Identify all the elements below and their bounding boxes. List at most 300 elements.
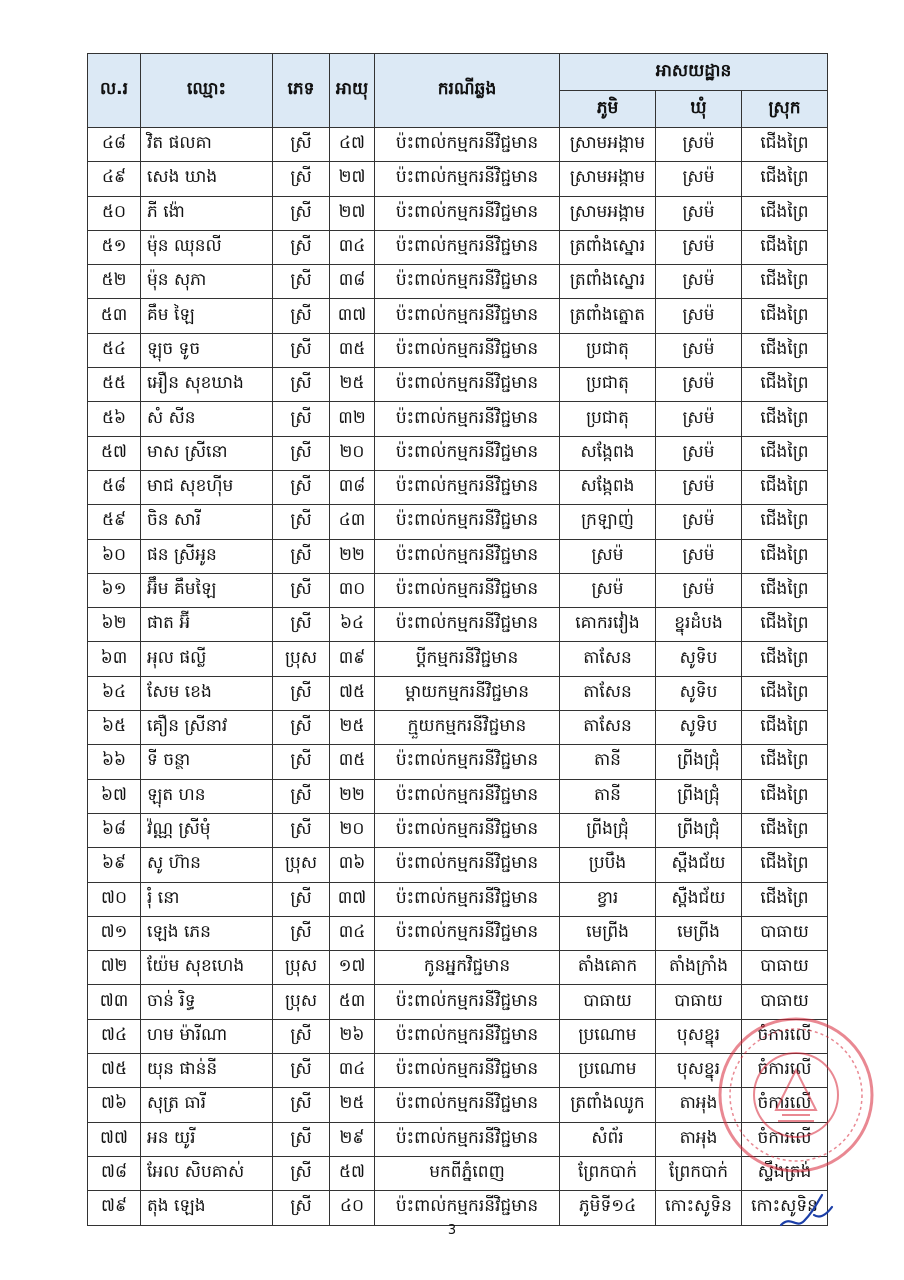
cell-age: ៧៥ [330, 676, 375, 710]
cell-name: តុង ឡេង [141, 1191, 273, 1225]
cell-age: ២៥ [330, 368, 375, 402]
table-row [88, 813, 828, 847]
cell-commune: ស្រម៉ [656, 573, 742, 607]
cell-case: ប៉ះពាល់កម្មករនីវិជ្ជមាន [375, 162, 560, 196]
table-row [88, 436, 828, 470]
cell-case: ប៉ះពាល់កម្មករនីវិជ្ជមាន [375, 265, 560, 299]
cell-no: ៥២ [88, 265, 141, 299]
cell-case: ប៉ះពាល់កម្មករនីវិជ្ជមាន [375, 470, 560, 504]
cell-no: ៧៤ [88, 1019, 141, 1053]
cell-village: ត្រពាំងស្នោរ [560, 265, 656, 299]
cell-commune: ស្ពឺងជ័យ [656, 882, 742, 916]
header-name: ឈ្មោះ [141, 54, 273, 128]
cell-sex: ស្រី [273, 573, 330, 607]
cell-no: ៤៩ [88, 162, 141, 196]
cell-no: ៥៦ [88, 402, 141, 436]
cell-age: ៣៧ [330, 882, 375, 916]
cell-case: ប៉ះពាល់កម្មករនីវិជ្ជមាន [375, 573, 560, 607]
cell-sex: ប្រុស [273, 951, 330, 985]
cell-name: យុន ផាន់នី [141, 1054, 273, 1088]
cell-case: ប៉ះពាល់កម្មករនីវិជ្ជមាន [375, 368, 560, 402]
cell-commune: បុសខ្នុរ [656, 1019, 742, 1053]
cell-village: មេព្រីង [560, 916, 656, 950]
cell-district: ជើងព្រៃ [742, 813, 828, 847]
table-row [88, 882, 828, 916]
cell-district: ចំការលើ [742, 1054, 828, 1088]
cell-name: ផន ស្រីអូន [141, 539, 273, 573]
header-sex: ភេទ [273, 54, 330, 128]
cell-village: ប្រជាតុ [560, 402, 656, 436]
cell-sex: ស្រី [273, 916, 330, 950]
cell-no: ៦០ [88, 539, 141, 573]
cell-name: អែល សិបគាស់ [141, 1156, 273, 1190]
cell-name: សេង ឃាង [141, 162, 273, 196]
cell-age: ២២ [330, 539, 375, 573]
cell-district: ជើងព្រៃ [742, 128, 828, 162]
cell-name: មាជ សុខហ៊ីម [141, 470, 273, 504]
cell-name: ឡុត ហន [141, 779, 273, 813]
cell-district: ជើងព្រៃ [742, 505, 828, 539]
cell-district: ជើងព្រៃ [742, 265, 828, 299]
cell-no: ៦៥ [88, 711, 141, 745]
cell-case: ម្ដាយកម្មករនីវិជ្ជមាន [375, 676, 560, 710]
cell-village: ស្រាមអង្កាម [560, 196, 656, 230]
cell-commune: ព្រែកបាក់ [656, 1156, 742, 1190]
cell-sex: ស្រី [273, 882, 330, 916]
cell-name: ម៉ុន សុភា [141, 265, 273, 299]
cell-commune: ព្រីងជ្រុំ [656, 813, 742, 847]
cell-age: ៥៧ [330, 1156, 375, 1190]
cell-name: សំ សីន [141, 402, 273, 436]
cell-commune: ស្រម៉ [656, 470, 742, 504]
table-row [88, 1191, 828, 1225]
cell-case: ក្មួយកម្មករនីវិជ្ជមាន [375, 711, 560, 745]
cell-no: ៥១ [88, 230, 141, 264]
cell-village: ត្រពាំងស្នោរ [560, 230, 656, 264]
cell-village: ប្រណោម [560, 1054, 656, 1088]
cell-age: ២០ [330, 436, 375, 470]
cell-age: ៣៤ [330, 916, 375, 950]
cell-no: ៧០ [88, 882, 141, 916]
cell-age: ២៥ [330, 1088, 375, 1122]
cell-case: ប៉ះពាល់កម្មករនីវិជ្ជមាន [375, 779, 560, 813]
cell-village: គោករវៀង [560, 608, 656, 642]
table-row [88, 505, 828, 539]
page-number: 3 [447, 1223, 457, 1238]
data-table [87, 53, 828, 1226]
cell-age: ៣៥ [330, 745, 375, 779]
header-district: ស្រុក [742, 91, 828, 128]
header-case: ករណីឆ្លង [375, 54, 560, 128]
cell-commune: តាអុង [656, 1088, 742, 1122]
cell-village: ត្រពាំងត្នោត [560, 299, 656, 333]
table-row [88, 402, 828, 436]
cell-village: តាសែន [560, 642, 656, 676]
table-row [88, 539, 828, 573]
cell-sex: ប្រុស [273, 642, 330, 676]
cell-no: ៤៨ [88, 128, 141, 162]
cell-district: ជើងព្រៃ [742, 779, 828, 813]
cell-district: ជើងព្រៃ [742, 676, 828, 710]
cell-village: ភូមិទី១៤ [560, 1191, 656, 1225]
cell-no: ៧៧ [88, 1122, 141, 1156]
cell-district: ជើងព្រៃ [742, 848, 828, 882]
table-row [88, 951, 828, 985]
cell-district: ជើងព្រៃ [742, 882, 828, 916]
cell-village: ប្រណោម [560, 1019, 656, 1053]
cell-commune: ស្រម៉ [656, 265, 742, 299]
table-row [88, 676, 828, 710]
table-row [88, 196, 828, 230]
table-row [88, 162, 828, 196]
cell-no: ៦៦ [88, 745, 141, 779]
cell-district: ចំការលើ [742, 1122, 828, 1156]
table-row [88, 265, 828, 299]
cell-case: ប៉ះពាល់កម្មករនីវិជ្ជមាន [375, 745, 560, 779]
cell-sex: ស្រី [273, 608, 330, 642]
header-age: អាយុ [330, 54, 375, 128]
cell-commune: មេព្រីង [656, 916, 742, 950]
table-row [88, 1054, 828, 1088]
cell-district: ជើងព្រៃ [742, 196, 828, 230]
cell-no: ៥៣ [88, 299, 141, 333]
cell-age: ៣៦ [330, 848, 375, 882]
cell-commune: ស្រម៉ [656, 162, 742, 196]
cell-village: ក្រឡាញ់ [560, 505, 656, 539]
cell-commune: សូទិប [656, 711, 742, 745]
cell-no: ៧៨ [88, 1156, 141, 1190]
cell-no: ៦៤ [88, 676, 141, 710]
cell-no: ៥០ [88, 196, 141, 230]
cell-age: ១៧ [330, 951, 375, 985]
cell-sex: ស្រី [273, 1088, 330, 1122]
cell-commune: តាអុង [656, 1122, 742, 1156]
cell-age: ៣៤ [330, 1054, 375, 1088]
cell-name: មាស ស្រីនោ [141, 436, 273, 470]
cell-commune: ស្រម៉ [656, 128, 742, 162]
cell-sex: ស្រី [273, 368, 330, 402]
cell-age: ៤៧ [330, 128, 375, 162]
cell-no: ៥៥ [88, 368, 141, 402]
cell-village: សង្កែពង [560, 436, 656, 470]
cell-commune: ស្រម៉ [656, 299, 742, 333]
cell-name: វ៉ណ្ណ ស្រីមុំ [141, 813, 273, 847]
table-row [88, 608, 828, 642]
cell-case: កូនអ្នកវិជ្ជមាន [375, 951, 560, 985]
cell-case: ប៉ះពាល់កម្មករនីវិជ្ជមាន [375, 848, 560, 882]
cell-age: ២៩ [330, 1122, 375, 1156]
cell-name: គឿន ស្រីនាវ [141, 711, 273, 745]
cell-district: ជើងព្រៃ [742, 436, 828, 470]
cell-commune: ស្រម៉ [656, 402, 742, 436]
cell-name: រុំ នោ [141, 882, 273, 916]
cell-sex: ស្រី [273, 265, 330, 299]
cell-case: ប៉ះពាល់កម្មករនីវិជ្ជមាន [375, 128, 560, 162]
header-commune: ឃុំ [656, 91, 742, 128]
cell-sex: ស្រី [273, 745, 330, 779]
cell-name: អឿន សុខឃាង [141, 368, 273, 402]
cell-name: ចិន សារី [141, 505, 273, 539]
cell-village: ស្រម៉ [560, 539, 656, 573]
table-row [88, 711, 828, 745]
cell-village: សង្កែពង [560, 470, 656, 504]
cell-no: ៧៣ [88, 985, 141, 1019]
cell-commune: ខ្នុរដំបង [656, 608, 742, 642]
cell-age: ៣៨ [330, 470, 375, 504]
cell-age: ៣២ [330, 402, 375, 436]
cell-case: ប៉ះពាល់កម្មករនីវិជ្ជមាន [375, 882, 560, 916]
cell-name: វិត ផលគា [141, 128, 273, 162]
cell-sex: ស្រី [273, 402, 330, 436]
cell-no: ៧២ [88, 951, 141, 985]
cell-sex: ស្រី [273, 436, 330, 470]
cell-village: ប្រជាតុ [560, 368, 656, 402]
cell-village: ស្រាមអង្កាម [560, 128, 656, 162]
header-address: អាសយដ្ឋាន [560, 54, 828, 91]
cell-age: ២២ [330, 779, 375, 813]
cell-case: ប៉ះពាល់កម្មករនីវិជ្ជមាន [375, 299, 560, 333]
cell-sex: ស្រី [273, 779, 330, 813]
table-row [88, 916, 828, 950]
table-row [88, 1019, 828, 1053]
cell-village: ប្រជាតុ [560, 333, 656, 367]
cell-commune: ស្រម៉ [656, 436, 742, 470]
cell-village: ស្រាមអង្កាម [560, 162, 656, 196]
cell-name: ចាន់ រិទ្ធ [141, 985, 273, 1019]
cell-case: ប៉ះពាល់កម្មករនីវិជ្ជមាន [375, 608, 560, 642]
table-row [88, 573, 828, 607]
cell-commune: តាំងក្រាំង [656, 951, 742, 985]
table-row [88, 1156, 828, 1190]
table-row [88, 470, 828, 504]
cell-age: ២៧ [330, 196, 375, 230]
cell-sex: ស្រី [273, 505, 330, 539]
cell-name: ឡុច ទូច [141, 333, 273, 367]
cell-age: ៦៤ [330, 608, 375, 642]
cell-name: សុត្រ ធារី [141, 1088, 273, 1122]
cell-name: អ៊ឹម គឹមឡៃ [141, 573, 273, 607]
cell-village: តានី [560, 745, 656, 779]
cell-district: ជើងព្រៃ [742, 608, 828, 642]
cell-sex: ស្រី [273, 539, 330, 573]
table-header [88, 54, 828, 128]
table-row [88, 333, 828, 367]
cell-village: ស្រម៉ [560, 573, 656, 607]
cell-case: ប៉ះពាល់កម្មករនីវិជ្ជមាន [375, 436, 560, 470]
cell-commune: ស្រម៉ [656, 333, 742, 367]
cell-sex: ស្រី [273, 128, 330, 162]
table-row [88, 642, 828, 676]
cell-sex: ស្រី [273, 1122, 330, 1156]
cell-name: អន យូរី [141, 1122, 273, 1156]
cell-sex: ស្រី [273, 711, 330, 745]
cell-case: មកពីភ្នំពេញ [375, 1156, 560, 1190]
cell-case: ប៉ះពាល់កម្មករនីវិជ្ជមាន [375, 505, 560, 539]
cell-sex: ស្រី [273, 676, 330, 710]
cell-case: ប៉ះពាល់កម្មករនីវិជ្ជមាន [375, 1191, 560, 1225]
cell-commune: សូទិប [656, 676, 742, 710]
cell-sex: ស្រី [273, 1019, 330, 1053]
cell-case: ប៉ះពាល់កម្មករនីវិជ្ជមាន [375, 196, 560, 230]
cell-commune: កោះសូទិន [656, 1191, 742, 1225]
cell-district: ជើងព្រៃ [742, 642, 828, 676]
table-row [88, 985, 828, 1019]
cell-age: ២០ [330, 813, 375, 847]
cell-village: សំព័រ [560, 1122, 656, 1156]
cell-name: ឡេង ភេន [141, 916, 273, 950]
cell-district: ជើងព្រៃ [742, 573, 828, 607]
cell-no: ៥៧ [88, 436, 141, 470]
cell-age: ២៥ [330, 711, 375, 745]
cell-no: ៧១ [88, 916, 141, 950]
table-row [88, 1122, 828, 1156]
cell-village: ប្របឹង [560, 848, 656, 882]
cell-village: តាសែន [560, 676, 656, 710]
cell-district: ជើងព្រៃ [742, 299, 828, 333]
cell-age: ២៦ [330, 1019, 375, 1053]
cell-age: ៣០ [330, 573, 375, 607]
cell-age: ៣៩ [330, 642, 375, 676]
cell-name: យ៉ែម សុខហេង [141, 951, 273, 985]
cell-age: ៤៣ [330, 505, 375, 539]
cell-no: ៦១ [88, 573, 141, 607]
cell-commune: ស្រម៉ [656, 196, 742, 230]
cell-commune: ព្រីងជ្រុំ [656, 745, 742, 779]
cell-no: ៥៤ [88, 333, 141, 367]
cell-district: ជើងព្រៃ [742, 230, 828, 264]
cell-commune: ស្ពឺងជ័យ [656, 848, 742, 882]
cell-name: ភី ង៉ោ [141, 196, 273, 230]
cell-case: ប៉ះពាល់កម្មករនីវិជ្ជមាន [375, 539, 560, 573]
cell-sex: ស្រី [273, 299, 330, 333]
cell-no: ៧៦ [88, 1088, 141, 1122]
cell-name: គឹម ឡៃ [141, 299, 273, 333]
cell-name: សូ ហ៊ាន [141, 848, 273, 882]
cell-case: ប៉ះពាល់កម្មករនីវិជ្ជមាន [375, 916, 560, 950]
cell-district: ចំការលើ [742, 1019, 828, 1053]
cell-case: ប៉ះពាល់កម្មករនីវិជ្ជមាន [375, 1054, 560, 1088]
cell-village: បាធាយ [560, 985, 656, 1019]
cell-case: ប៉ះពាល់កម្មករនីវិជ្ជមាន [375, 985, 560, 1019]
cell-no: ៦៣ [88, 642, 141, 676]
cell-age: ៣៨ [330, 265, 375, 299]
cell-sex: ប្រុស [273, 985, 330, 1019]
cell-no: ៦៨ [88, 813, 141, 847]
cell-sex: ស្រី [273, 162, 330, 196]
cell-district: ជើងព្រៃ [742, 745, 828, 779]
cell-sex: ស្រី [273, 230, 330, 264]
cell-village: ព្រែកបាក់ [560, 1156, 656, 1190]
cell-no: ៥៨ [88, 470, 141, 504]
cell-commune: សូទិប [656, 642, 742, 676]
cell-commune: ស្រម៉ [656, 539, 742, 573]
cell-district: ជើងព្រៃ [742, 711, 828, 745]
cell-age: ២៧ [330, 162, 375, 196]
cell-no: ៧៥ [88, 1054, 141, 1088]
table-row [88, 779, 828, 813]
cell-district: ជើងព្រៃ [742, 470, 828, 504]
cell-no: ៥៩ [88, 505, 141, 539]
cell-case: ប៉ះពាល់កម្មករនីវិជ្ជមាន [375, 230, 560, 264]
cell-district: ចំការលើ [742, 1088, 828, 1122]
cell-commune: ព្រីងជ្រុំ [656, 779, 742, 813]
cell-village: តាសែន [560, 711, 656, 745]
cell-commune: បាធាយ [656, 985, 742, 1019]
table-row [88, 745, 828, 779]
cell-name: សែម ខេង [141, 676, 273, 710]
cell-district: កោះសូទិន [742, 1191, 828, 1225]
table-row [88, 230, 828, 264]
cell-village: តានី [560, 779, 656, 813]
cell-case: ប៉ះពាល់កម្មករនីវិជ្ជមាន [375, 813, 560, 847]
cell-district: ជើងព្រៃ [742, 333, 828, 367]
cell-name: ម៉ុន ឈុនលី [141, 230, 273, 264]
cell-case: ប៉ះពាល់កម្មករនីវិជ្ជមាន [375, 1019, 560, 1053]
cell-sex: ស្រី [273, 1191, 330, 1225]
cell-case: ប៉ះពាល់កម្មករនីវិជ្ជមាន [375, 402, 560, 436]
cell-commune: ស្រម៉ [656, 368, 742, 402]
header-no: ល.រ [88, 54, 141, 128]
cell-village: ត្រពាំងឈូក [560, 1088, 656, 1122]
cell-case: ប៉ះពាល់កម្មករនីវិជ្ជមាន [375, 1122, 560, 1156]
table-body [88, 128, 828, 1226]
cell-district: ជើងព្រៃ [742, 368, 828, 402]
cell-district: ស្ទឹងត្រង់ [742, 1156, 828, 1190]
cell-sex: ប្រុស [273, 848, 330, 882]
cell-no: ៧៩ [88, 1191, 141, 1225]
cell-district: ជើងព្រៃ [742, 162, 828, 196]
cell-district: បាធាយ [742, 985, 828, 1019]
table-row [88, 1088, 828, 1122]
cell-no: ៦៩ [88, 848, 141, 882]
cell-district: បាធាយ [742, 951, 828, 985]
table-row [88, 848, 828, 882]
cell-name: ទី ចន្ថា [141, 745, 273, 779]
cell-name: ផាត អ៊ី [141, 608, 273, 642]
cell-village: ព្រីងជ្រុំ [560, 813, 656, 847]
header-village: ភូមិ [560, 91, 656, 128]
cell-age: ៣៥ [330, 333, 375, 367]
cell-village: ខ្វារ [560, 882, 656, 916]
cell-village: តាំងគោក [560, 951, 656, 985]
cell-sex: ស្រី [273, 813, 330, 847]
table-row [88, 299, 828, 333]
cell-age: ៤០ [330, 1191, 375, 1225]
cell-district: ជើងព្រៃ [742, 539, 828, 573]
cell-case: ប៉ះពាល់កម្មករនីវិជ្ជមាន [375, 333, 560, 367]
cell-age: ៥៣ [330, 985, 375, 1019]
cell-sex: ស្រី [273, 1054, 330, 1088]
cell-age: ៣៧ [330, 299, 375, 333]
cell-case: ប៉ះពាល់កម្មករនីវិជ្ជមាន [375, 1088, 560, 1122]
cell-name: អុល ផល្លី [141, 642, 273, 676]
cell-no: ៦៧ [88, 779, 141, 813]
cell-sex: ស្រី [273, 196, 330, 230]
cell-sex: ស្រី [273, 333, 330, 367]
cell-district: ជើងព្រៃ [742, 402, 828, 436]
table-row [88, 128, 828, 162]
cell-commune: បុសខ្នុរ [656, 1054, 742, 1088]
cell-case: ប្ដីកម្មករនីវិជ្ជមាន [375, 642, 560, 676]
cell-sex: ស្រី [273, 470, 330, 504]
cell-no: ៦២ [88, 608, 141, 642]
cell-district: បាធាយ [742, 916, 828, 950]
cell-sex: ស្រី [273, 1156, 330, 1190]
cell-age: ៣៤ [330, 230, 375, 264]
cell-commune: ស្រម៉ [656, 505, 742, 539]
table-row [88, 368, 828, 402]
cell-commune: ស្រម៉ [656, 230, 742, 264]
